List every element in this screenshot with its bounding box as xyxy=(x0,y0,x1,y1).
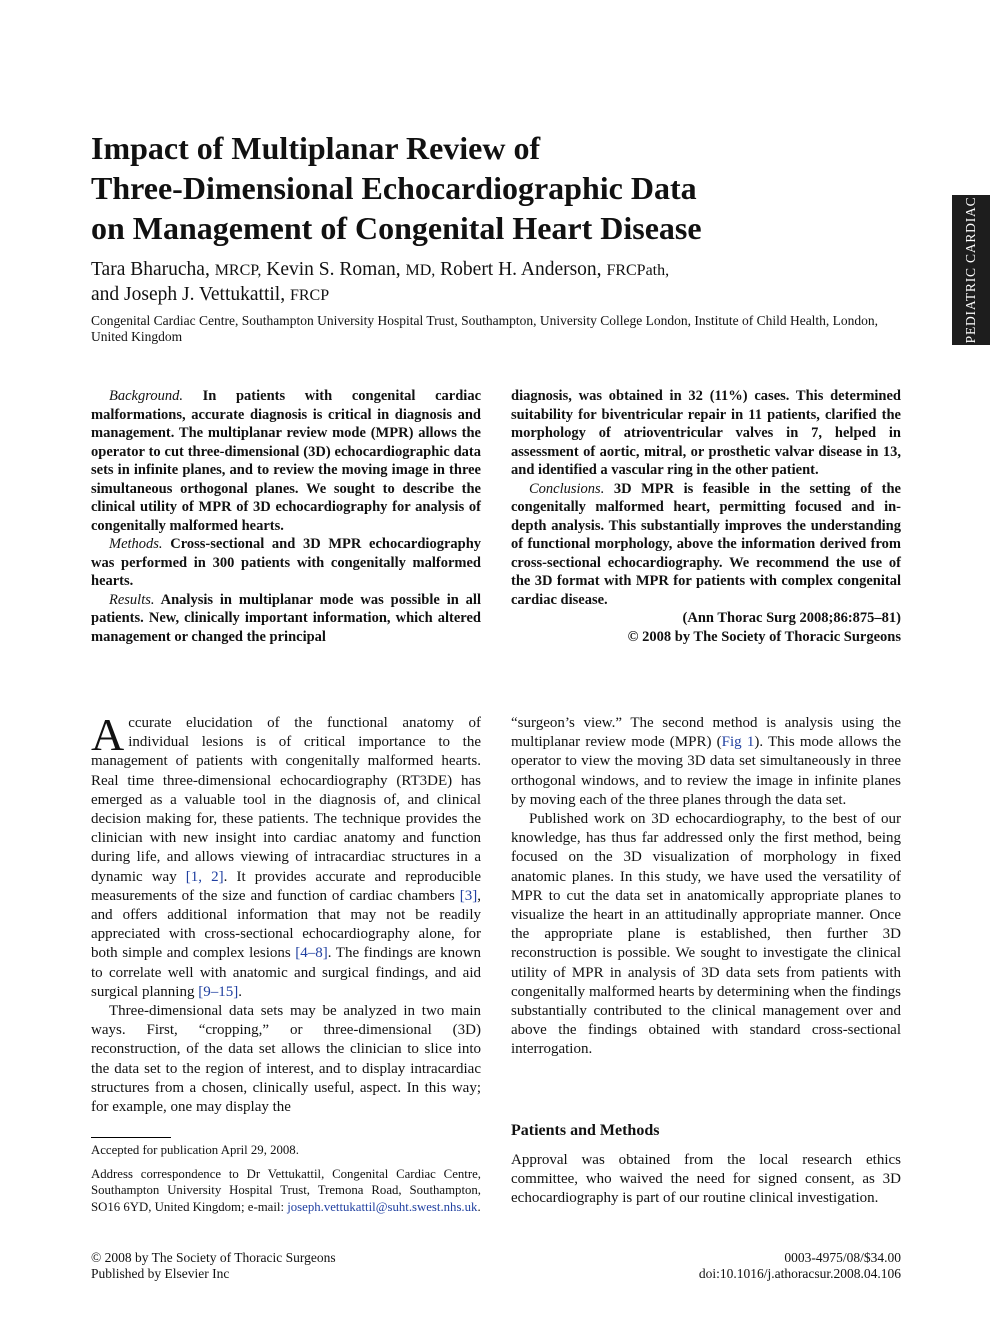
body-text: “surgeon’s view.” The second method is analysis using the multiplanar review mode (MPR) ( xyxy=(511,715,901,751)
affiliation: Congenital Cardiac Centre, Southampton University Hospital Trust, Southampton, University College London, Institute of Child Health, London, United Kingdom xyxy=(91,313,879,344)
title-line-3: on Management of Congenital Heart Disease xyxy=(91,210,702,246)
footer-left xyxy=(91,1250,336,1282)
footer-right xyxy=(699,1250,901,1282)
reference-link[interactable]: [3] xyxy=(459,887,478,904)
body-text: ccurate elucidation of the functional anatomy of individual lesions is of critical importance to the management of patients with congenitally malformed hearts. Real time three-dimensional echocardiography (RT3DE) has emerged as a valuable tool in the diagnosis of, and clinical decision making for, these patients. The technique provides the clinician with new insight into cardiac anatomy and function during life, and allows viewing of intracardiac structures in a dynamic way xyxy=(91,715,481,885)
accepted-date: Accepted for publication April 29, 2008. xyxy=(91,1143,299,1157)
side-tab-label: PEDIATRIC CARDIAC xyxy=(963,196,978,344)
abstract-text: diagnosis, was obtained in 32 (11%) cases. This determined suitability for biventricular repair in 11 patients, clarified the morphology of atrioventricular valves in 7, helped in assessment of aortic, mitral, or prosthetic valvar disease in 13, and identified a vascular ring in the other patient. xyxy=(511,388,901,478)
body-paragraph: Three-dimensional data sets may be analyzed in two main ways. First, “cropping,” or three-dimensional (3D) reconstruction, of the data set allows the clinician to slice into the data set to the region of interest, and to display intracardiac structures from a chosen, clinically useful, aspect. In this way; for example, one may display the xyxy=(91,1003,481,1116)
body-text: . The findings are known to correlate well with anatomic and surgical findings, and aid surgical planning xyxy=(91,945,481,1000)
article-title xyxy=(91,128,851,248)
author-degree: FRCPath, xyxy=(606,262,670,279)
body-paragraph: Published work on 3D echocardiography, to the best of our knowledge, has thus far addressed only the first method, being focused on the 3D visualization of morphology in fixed anatomic planes. In this study, we have used the versatility of MPR to cut the data set in anatomically appropriate planes to visualize the heart in an attitudinally appropriate manner. Once the appropriate plane is established, then further 3D reconstruction is possible. We sought to investigate the clinical utility of MPR in analysis of 3D data sets from patients with congenitally malformed hearts by determining when the findings substantially contributed to the clinical management over and above the findings obtained with standard cross-sectional interrogation. xyxy=(511,811,901,1058)
footer-doi: doi:10.1016/j.athoracsur.2008.04.106 xyxy=(698,1266,901,1281)
body-text: , and offers additional information that may not be readily appreciated with cross-sectional echocardiography alone, for both simple and complex lesions xyxy=(91,887,481,962)
body-text: ). This mode allows the operator to view the moving 3D data set simultaneously in three orthogonal windows, and to review the image in infinite planes by moving each of the three planes through the data set. xyxy=(511,734,901,808)
body-right-column-cont xyxy=(511,1151,901,1209)
figure-link[interactable]: Fig 1 xyxy=(721,734,755,751)
footnote xyxy=(91,1142,481,1215)
title-line-1: Impact of Multiplanar Review of xyxy=(91,130,541,166)
body-text: . It provides accurate and reproducible measurements of the size and function of cardiac chambers xyxy=(91,868,481,904)
reference-link[interactable]: [9–15] xyxy=(198,983,239,1000)
section-side-tab xyxy=(952,195,990,345)
reference-link[interactable]: [1, 2] xyxy=(185,868,224,885)
footer-issn: 0003-4975/08/$34.00 xyxy=(784,1250,901,1265)
section-heading: Patients and Methods xyxy=(511,1122,660,1139)
abstract-text: Cross-sectional and 3D MPR echocardiography was performed in 300 patients with congenitally malformed hearts. xyxy=(91,536,482,589)
author-degree: FRCP xyxy=(289,287,330,304)
body-left-column xyxy=(91,709,481,1117)
drop-cap: A xyxy=(91,709,125,760)
abstract-left-column xyxy=(91,387,481,646)
abstract-label: Conclusions. xyxy=(529,480,605,497)
body-right-column xyxy=(511,714,901,1060)
journal-citation: (Ann Thorac Surg 2008;86:875–81) xyxy=(682,610,901,626)
author-name: and Joseph J. Vettukattil, xyxy=(91,284,286,305)
footnote-text: . xyxy=(477,1199,481,1214)
footnote-text: Address correspondence to Dr Vettukattil, Congenital Cardiac Centre, Southampton University Hospital Trust, Tremona Road, Southampton, SO16 6YD, United Kingdom; e-mail: xyxy=(91,1166,481,1214)
abstract-label: Methods. xyxy=(109,536,163,552)
abstract-text: Analysis in multiplanar mode was possible in all patients. New, clinically important information, which altered management or changed the principal xyxy=(91,591,481,645)
footer-copyright: © 2008 by The Society of Thoracic Surgeons xyxy=(91,1250,336,1265)
abstract-text: 3D MPR is feasible in the setting of the congenitally malformed heart, permitting focused and in-depth analysis. This substantially improves the understanding of functional morphology, above the information derived from cross-sectional echocardiography. We recommend the use of the 3D format with MPR for patients with complex congenital cardiac disease. xyxy=(511,480,901,608)
abstract-label: Results. xyxy=(109,591,155,608)
author-name: Robert H. Anderson, xyxy=(440,259,602,280)
body-paragraph: Approval was obtained from the local research ethics committee, who waived the need for signed consent, as 3D echocardiography is part of our routine clinical investigation. xyxy=(511,1152,901,1207)
email-link[interactable]: joseph.vettukattil@suht.swest.nhs.uk xyxy=(287,1199,478,1214)
footer-publisher: Published by Elsevier Inc xyxy=(91,1266,230,1281)
body-text: . xyxy=(238,983,242,1000)
footnote-rule xyxy=(91,1137,171,1138)
reference-link[interactable]: [4–8] xyxy=(295,945,328,962)
author-list xyxy=(91,258,871,308)
author-degree: MRCP, xyxy=(214,262,262,279)
abstract-text: In patients with congenital cardiac malformations, accurate diagnosis is critical in diagnosis and management. The multiplanar review mode (MPR) allows the operator to cut three-dimensional (3D) echocardiographic data sets in infinite planes, and to review the moving image in three simultaneous orthogonal planes. We sought to describe the clinical utility of MPR of 3D echocardiography for analysis of congenitally malformed hearts. xyxy=(91,388,482,534)
abstract-label: Background. xyxy=(109,388,183,404)
author-degree: MD, xyxy=(405,262,436,279)
author-name: Kevin S. Roman, xyxy=(266,259,401,280)
author-name: Tara Bharucha, xyxy=(91,259,210,280)
abstract-right-column xyxy=(511,387,901,646)
abstract-copyright: © 2008 by The Society of Thoracic Surgeons xyxy=(627,628,901,645)
title-line-2: Three-Dimensional Echocardiographic Data xyxy=(91,170,697,206)
